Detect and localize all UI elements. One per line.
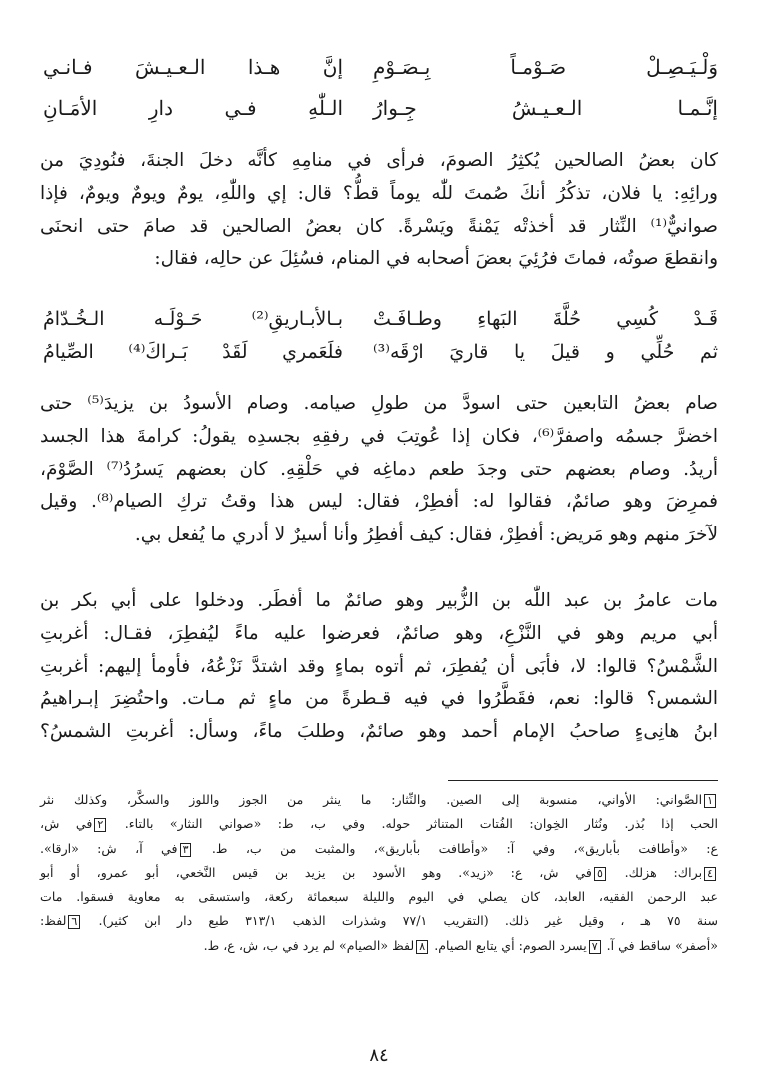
text-line: مات عامرُ بن عبد اللّٰه بن الزُّبير وهو صائمٌ ما أفطَر. ودخلوا على أبي بكر بن xyxy=(40,590,718,611)
text-line: لآخرَ منهم وهو مَريض: أفطِرْ، فقال: كيف أفطِرُ وأنا أسيرٌ لا أدري ما يُفعل بي. xyxy=(134,524,718,546)
footnote-text: لفظ: xyxy=(40,913,67,929)
footnote-text: في آ، ش: «ارقا». xyxy=(40,840,178,856)
text-line: اخضرَّ جسمُه واصفرَّ⁽⁶⁾، فكان إذا عُوتِبَ في رفقِهِ بجسدِه يقولُ: كرامةَ هذا الجسد xyxy=(40,425,718,447)
verse-line xyxy=(0,302,758,336)
footnote-text: عبد الرحمن الفقيه، العابد، كان يصلي في اليوم والليلة سبعمائة ركعة، واستسقى به معاوية فسقوا. مات xyxy=(40,889,718,905)
text-line: أبي مريم وهو في النَّزْعِ، وهو صائمٌ، فعرضوا عليه ماءً ليُفطِرَ، فقـال: أغربتِ xyxy=(40,622,718,644)
footnote-number: ٥ xyxy=(594,867,606,881)
text-line: أريدُ. وصام بعضهم حتى وجدَ طعم دماغِه في حَلْقِهِ. كان بعضهم يَسرُدُ⁽⁷⁾ الصَّوْمَ، xyxy=(40,458,718,480)
footnote-line xyxy=(40,788,718,812)
verse-hemistich-left: بـالأبـاريقِ⁽²⁾ حَـوْلَـه الـخُـدّامُ xyxy=(43,308,343,330)
footnote-line xyxy=(40,885,718,909)
verse-line xyxy=(0,50,758,84)
footnote-text: «أصفر» ساقط في آ. xyxy=(606,937,718,953)
footnote-text: يسرد الصوم: أي يتابع الصيام. xyxy=(434,937,587,953)
footnote-line xyxy=(40,934,718,958)
verse-hemistich-right: قَـدْ كُسِي حُلَّةَ البَهاءِ وطـافَـتْ xyxy=(373,308,718,330)
verse-hemistich-right: ثم حُلِّي و قيلَ يا قاريَ ارْقَه⁽³⁾ xyxy=(373,341,718,363)
footnote-number: ٤ xyxy=(704,867,716,881)
text-line: صام بعضُ التابعين حتى اسودَّ من طولِ صيامه. وصام الأسودُ بن يزيدَ⁽⁵⁾ حتى xyxy=(40,393,718,414)
text-line: وانقطعَ صوتُه، فماتَ فرُئِيَ بعضَ أصحابه في المنام، فسُئِلَ عن حالِه، فقال: xyxy=(154,248,718,270)
text-line: ورائِهِ: يا فلان، تذكُرُ أنكَ صُمتَ للّٰه يوماً قطُّ؟ قال: إي واللّٰهِ، يومٌ ويومٌ ويومٌ، فإذا xyxy=(40,182,718,204)
text-line: صوانيٌّ⁽¹⁾ النِّثار قد أخذتْه يَمْنةً ويَسْرةً. كان بعضُ الصالحين قد صامَ حتى انحنَى xyxy=(40,215,718,237)
footnotes xyxy=(40,788,718,958)
verse-hemistich-left: إنَّ هـذا الـعـيـشَ فـانـي xyxy=(43,55,343,79)
footnote-line xyxy=(40,837,718,861)
verse-line xyxy=(0,335,758,369)
verse-hemistich-right: وَلْـيَـصِـلْ صَـوْمـاً بِـصَـوْمِ xyxy=(373,55,718,79)
footnote-line xyxy=(40,812,718,836)
verse-hemistich-left: فلَعَمري لَقَدْ بَـراكَ⁽⁴⁾ الصِّيامُ xyxy=(43,341,343,363)
verse-line xyxy=(0,91,758,125)
footnote-line xyxy=(40,861,718,885)
footnote-number: ١ xyxy=(704,794,716,808)
paragraph-followers-fasting xyxy=(40,388,718,552)
footnote-separator xyxy=(448,780,718,781)
footnote-text: الحب إذا بُذر. ونُثار الخِوان: الفُتات المتناثر حوله. وفي ب، ط: «صواني النثار» بالتاء. xyxy=(124,816,718,832)
text-line: كان بعضُ الصالحين يُكثِرُ الصومَ، فرأى في منامِهِ كأنَّه دخلَ الجنةَ، فنُودِيَ من xyxy=(40,150,718,171)
text-line: الشمس؟ قالوا: نعم، فقَطَّرُوا في فيه قـطرةً من ماءٍ ثم مـات. واحتُضِرَ إبـراهيمُ xyxy=(40,688,718,710)
footnote-number: ٦ xyxy=(68,915,80,929)
paragraph-dream-of-fasting xyxy=(40,145,718,276)
footnote-number: ٨ xyxy=(416,940,428,954)
footnote-line xyxy=(40,909,718,933)
verse-hemistich-right: إنَّـمـا الـعـيـشُ جِـوارُ xyxy=(373,96,718,120)
footnote-number: ٧ xyxy=(589,940,601,954)
footnote-text: في ش، xyxy=(40,816,93,832)
text-line: فمرِضَ وهو صائمٌ، فقالوا له: أفطِرْ، فقال: ليس هذا وقتُ تركِ الصيام⁽⁸⁾. وقيل xyxy=(40,491,718,513)
footnote-text: ع: «وأطافت بأباريق»، وفي آ: «وأطافت بأباريق»، والمثبت من ب، ط. xyxy=(211,840,718,856)
footnote-text: الصَّواني: الأواني، منسوبة إلى الصين. والنِّثار: ما ينثر من الجوز واللوز والسكَّر، وكذلك نثر xyxy=(40,792,703,807)
footnote-number: ٣ xyxy=(180,843,192,857)
verse-hemistich-left: الـلّٰهِ فـي دارِ الأمَـانِ xyxy=(43,96,343,120)
text-line: ابنُ هانِىءٍ صاحبُ الإمام أحمد وهو صائمٌ، وطلبَ ماءً، وسأل: أغربتِ الشمسُ؟ xyxy=(40,721,718,743)
page-number: ٨٤ xyxy=(369,1045,389,1066)
footnote-number: ٢ xyxy=(94,818,106,832)
footnote-text: لفظ «الصيام» لم يرد في ب، ش، ع، ط. xyxy=(203,937,415,953)
paragraph-dying-while-fasting xyxy=(40,585,718,749)
text-line: الشَّمْسُ؟ قالوا: لا، فأبَى أن يُفطِرَ، ثم أتوه بماءٍ وقد اشتدَّ نَزْعُهُ، فأومأ إليهم: أغربتِ xyxy=(40,655,718,677)
footnote-text: سنة ٧٥ هـ ، وقيل غير ذلك. (التقريب ٧٧/١ وشذرات الذهب ٣١٣/١ طبع دار ابن كثير). xyxy=(98,913,718,929)
footnote-text: في ش، ع: «زيد». وهو الأسود بن يزيد بن قيس النَّخعي، أبو عمرو، أو أبو xyxy=(40,864,592,880)
footnote-text: براك: هزلك. xyxy=(624,864,703,880)
